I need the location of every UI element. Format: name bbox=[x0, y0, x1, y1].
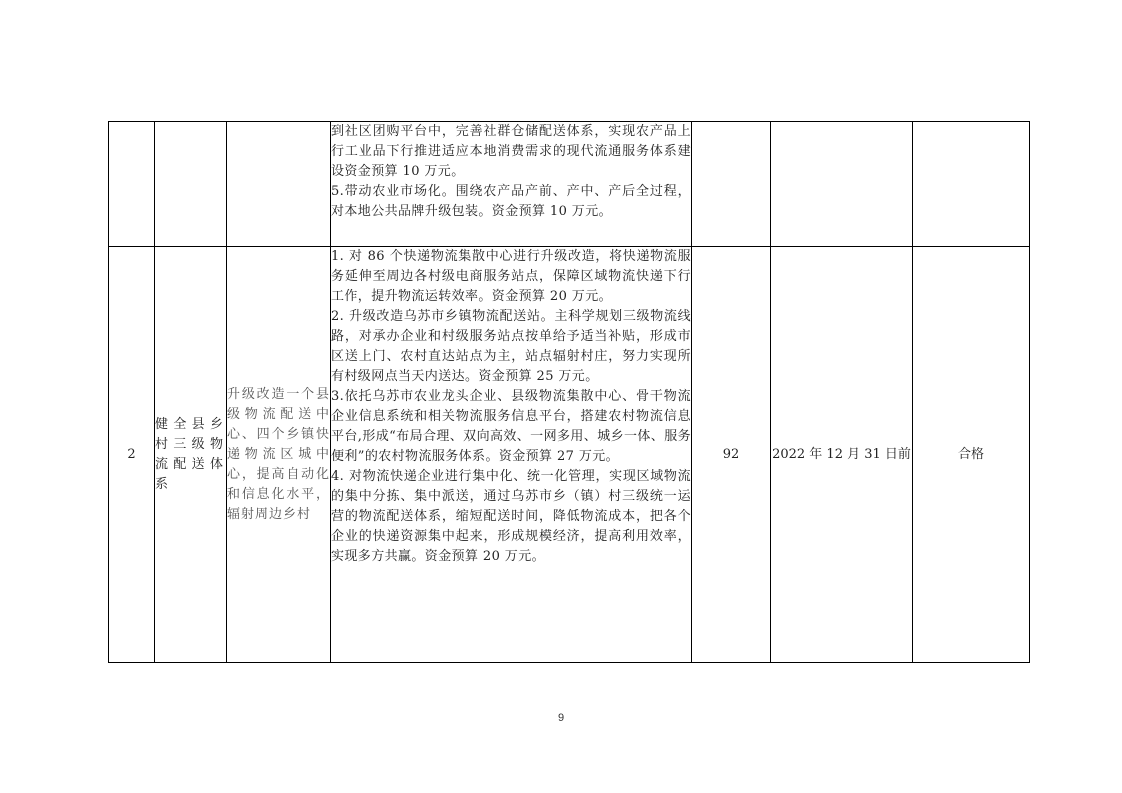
table-row bbox=[109, 247, 1030, 663]
content-paragraph: 3.依托乌苏市农业龙头企业、县级物流集散中心、骨干物流企业信息系统和相关物流服务信息平台，搭建农村物流信息平台,形成“布局合理、双向高效、一网多用、城乡一体、服务便利”的农村物流服务体系。资金预算 27 万元。 bbox=[331, 389, 691, 464]
content-paragraph: 2. 升级改造乌苏市乡镇物流配送站。主科学规划三级物流线路，对承办企业和村级服务站点按单给予适当补贴，形成市区送上门、农村直达站点为主，站点辐射村庄，努力实现所有村级网点当天内送达。资金预算 25 万元。 bbox=[331, 309, 691, 384]
content-paragraph: 1. 对 86 个快递物流集散中心进行升级改造，将快递物流服务延伸至周边各村级电商服务站点，保障区域物流快递下行工作，提升物流运转效率。资金预算 20 万元。 bbox=[331, 249, 691, 304]
status-cell: 合格 bbox=[913, 247, 1030, 663]
status-cell bbox=[913, 122, 1030, 247]
content-cell bbox=[331, 122, 692, 247]
page-number: 9 bbox=[557, 712, 565, 724]
target-cell bbox=[227, 122, 331, 247]
index-cell: 2 bbox=[109, 247, 155, 663]
content-cell bbox=[331, 247, 692, 663]
target-cell: 升级改造一个县级物流配送中心、四个乡镇快递物流区城中心，提高自动化和信息化水平，辐射周边乡村 bbox=[227, 247, 331, 663]
deadline-cell bbox=[771, 122, 913, 247]
project-cell: 健全县乡村三级物流配送体系 bbox=[155, 247, 227, 663]
deadline-cell: 2022 年 12 月 31 日前 bbox=[771, 247, 913, 663]
table-row bbox=[109, 122, 1030, 247]
amount-cell bbox=[692, 122, 771, 247]
project-cell bbox=[155, 122, 227, 247]
project-table bbox=[108, 121, 1030, 663]
index-cell bbox=[109, 122, 155, 247]
amount-cell: 92 bbox=[692, 247, 771, 663]
content-paragraph: 5.带动农业市场化。围绕农产品产前、产中、产后全过程，对本地公共品牌升级包装。资金预算 10 万元。 bbox=[331, 184, 691, 219]
content-paragraph: 4. 对物流快递企业进行集中化、统一化管理，实现区域物流的集中分拣、集中派送，通过乌苏市乡（镇）村三级统一运营的物流配送体系，缩短配送时间，降低物流成本，把各个企业的快递资源集中起来，形成规模经济，提高利用效率，实现多方共赢。资金预算 20 万元。 bbox=[331, 469, 691, 564]
content-paragraph: 到社区团购平台中，完善社群仓储配送体系，实现农产品上行工业品下行推进适应本地消费需求的现代流通服务体系建设资金预算 10 万元。 bbox=[331, 124, 691, 179]
